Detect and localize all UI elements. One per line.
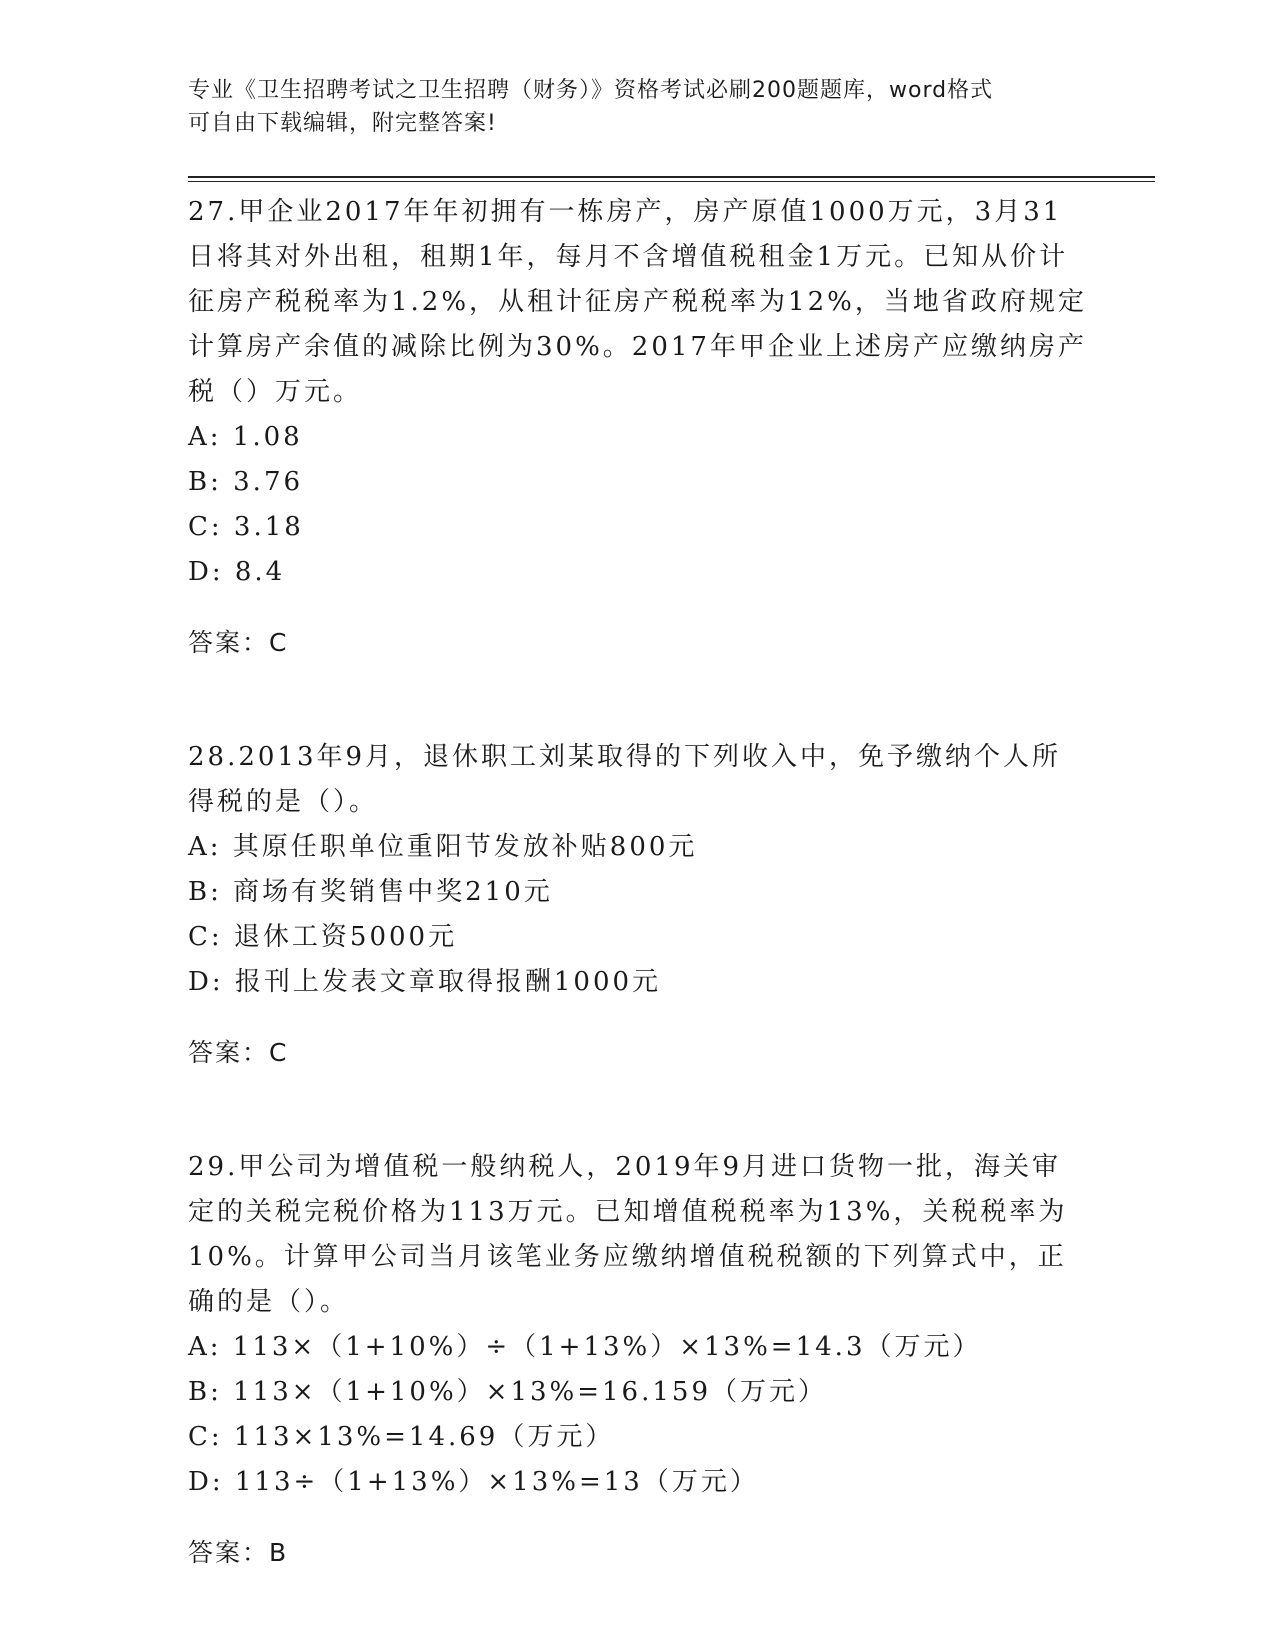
option-d: D: 113÷（1+13%）×13%=13（万元） [188, 1467, 759, 1497]
question-stem: 28.2013年9月，退休职工刘某取得的下列收入中，免予缴纳个人所得税的是（）。 [188, 742, 1062, 817]
option-b: B: 商场有奖销售中奖210元 [188, 877, 553, 907]
option-b: B: 3.76 [188, 467, 304, 497]
question-stem: 27.甲企业2017年年初拥有一栋房产，房产原值1000万元，3月31日将其对外出租，租期1年，每月不含增值税租金1万元。已知从价计征房产税税率为1.2%，从租计征房产税税率为12%，当地省政府规定计算房产余值的减除比例为30%。2017年甲企业上述房产应缴纳房产税（）万元。 [188, 197, 1087, 407]
option-c: C: 退休工资5000元 [188, 922, 458, 952]
option-a: A: 1.08 [188, 422, 303, 452]
header-line-1: 专业《卫生招聘考试之卫生招聘（财务）》资格考试必刷200题题库，word格式 [188, 78, 994, 103]
question-stem: 29.甲公司为增值税一般纳税人，2019年9月进口货物一批，海关审定的关税完税价格为113万元。已知增值税税率为13%，关税税率为10%。计算甲公司当月该笔业务应缴纳增值税税额的下列算式中，正确的是（）。 [188, 1152, 1068, 1317]
answer-line: 答案：B [188, 1538, 289, 1567]
option-d: D: 报刊上发表文章取得报酬1000元 [188, 967, 662, 997]
question-29 [188, 1145, 1088, 1575]
question-28 [188, 735, 1088, 1075]
option-d: D: 8.4 [188, 557, 286, 587]
question-list [188, 190, 1088, 1600]
answer-line: 答案：C [188, 628, 289, 657]
option-c: C: 3.18 [188, 512, 304, 542]
header-divider-thick [188, 176, 1155, 178]
option-a: A: 其原任职单位重阳节发放补贴800元 [188, 832, 698, 862]
header-divider-thin [188, 181, 1155, 182]
question-27 [188, 190, 1088, 665]
option-c: C: 113×13%=14.69（万元） [188, 1422, 615, 1452]
option-b: B: 113×（1+10%）×13%=16.159（万元） [188, 1377, 827, 1407]
header-line-2: 可自由下载编辑，附完整答案! [188, 111, 497, 136]
option-a: A: 113×（1+10%）÷（1+13%）×13%=14.3（万元） [188, 1332, 982, 1362]
question-spacer [188, 690, 1088, 735]
question-spacer [188, 1100, 1088, 1145]
answer-line: 答案：C [188, 1038, 289, 1067]
document-header [188, 74, 1078, 140]
